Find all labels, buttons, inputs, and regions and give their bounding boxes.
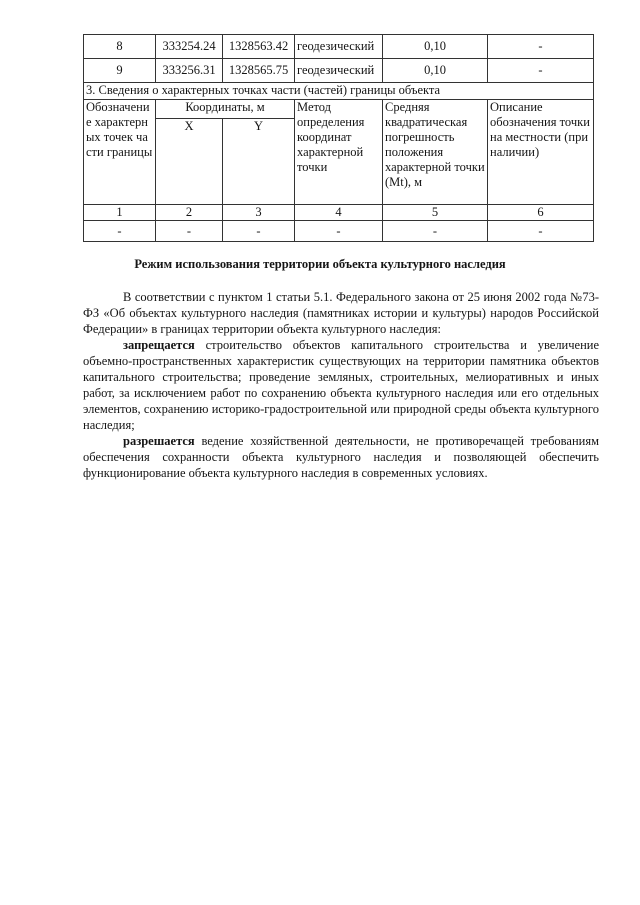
column-number: 3: [223, 205, 295, 221]
coord-y: 1328563.42: [223, 35, 295, 59]
error-value: 0,10: [383, 59, 488, 83]
header-method: Метод определения координат характерной точки: [295, 100, 383, 205]
coord-x: 333256.31: [156, 59, 223, 83]
column-number: 5: [383, 205, 488, 221]
header-error: Средняя квадратическая погрешность положения характерной точки (Mt), м: [383, 100, 488, 205]
header-designation: Обозначение характерных точек части границы: [84, 100, 156, 205]
prohibited-text: строительство объектов капитального строительства и увеличение объемно-пространственных характеристик существующих на территории памятника объектов капитального строительства; проведение земляных, строительных, мелиоративных и иных работ, за исключением работ по сохранению объекта культурного наследия или его отдельных элементов, сохранению историко-градостроительной или природной среды объекта культурного наследия;: [83, 338, 600, 432]
header-y: Y: [223, 119, 295, 205]
allowed-text: ведение хозяйственной деятельности, не противоречащей требованиям обеспечения сохранности объекта культурного наследия и позволяющей обеспечить функционирование объекта культурного наследия в современных условиях.: [83, 434, 599, 480]
prohibited-paragraph: [83, 337, 599, 433]
empty-cell: -: [156, 221, 223, 242]
description: -: [488, 35, 594, 59]
header-x: X: [156, 119, 223, 205]
coord-x: 333254.24: [156, 35, 223, 59]
table-row: [84, 59, 594, 83]
allowed-paragraph: [83, 433, 599, 481]
column-numbers-row: [84, 205, 594, 221]
point-number: 9: [84, 59, 156, 83]
column-number: 6: [488, 205, 594, 221]
table-row: [84, 35, 594, 59]
column-number: 1: [84, 205, 156, 221]
column-number: 2: [156, 205, 223, 221]
point-number: 8: [84, 35, 156, 59]
header-description: Описание обозначения точки на местности (при наличии): [488, 100, 594, 205]
prohibited-label: запрещается: [123, 338, 195, 352]
section-title: 3. Сведения о характерных точках части (частей) границы объекта: [84, 83, 594, 100]
empty-cell: -: [383, 221, 488, 242]
intro-paragraph: В соответствии с пунктом 1 статьи 5.1. Федерального закона от 25 июня 2002 года №73-ФЗ «Об объектах культурного наследия (памятниках истории и культуры) народов Российской Федерации» в границах территории объекта культурного наследия:: [83, 290, 599, 336]
description: -: [488, 59, 594, 83]
column-number: 4: [295, 205, 383, 221]
empty-cell: -: [295, 221, 383, 242]
allowed-label: разрешается: [123, 434, 195, 448]
method: геодезический: [295, 59, 383, 83]
empty-cell: -: [84, 221, 156, 242]
method: геодезический: [295, 35, 383, 59]
characteristic-points-table: [83, 82, 594, 242]
error-value: 0,10: [383, 35, 488, 59]
coord-y: 1328565.75: [223, 59, 295, 83]
regime-title: Режим использования территории объекта культурного наследия: [134, 257, 506, 271]
empty-cell: -: [488, 221, 594, 242]
header-coords: Координаты, м: [156, 100, 295, 119]
empty-cell: -: [223, 221, 295, 242]
table-row: [84, 221, 594, 242]
coordinates-table: [83, 34, 594, 83]
